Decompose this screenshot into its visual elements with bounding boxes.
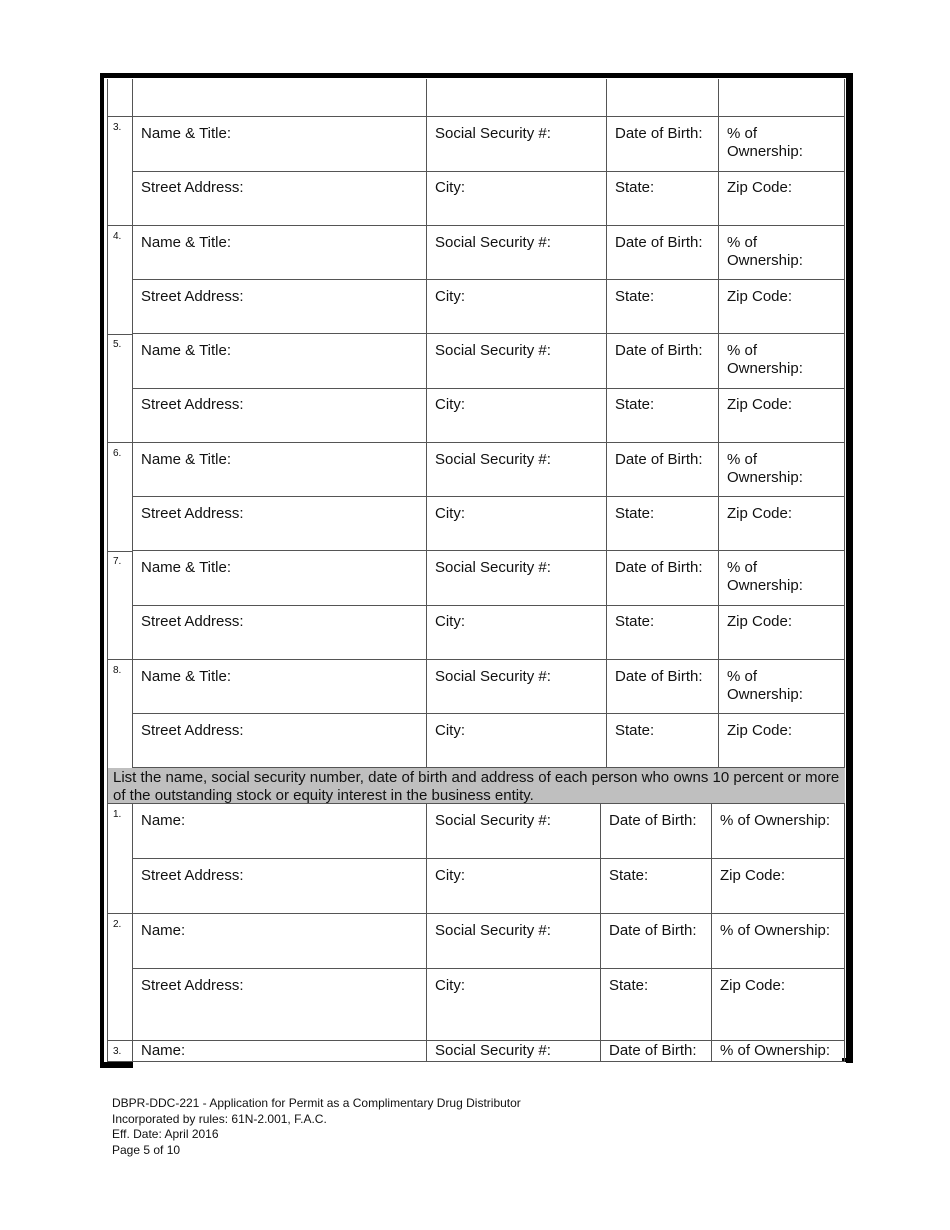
name-title-field[interactable]: Name & Title: bbox=[133, 551, 427, 606]
zip-field[interactable]: Zip Code: bbox=[712, 859, 845, 914]
ownership-field[interactable]: % of Ownership: bbox=[712, 1041, 845, 1062]
pct-label-2: Ownership: bbox=[727, 360, 803, 377]
ssn-field[interactable]: Social Security #: bbox=[427, 1041, 601, 1062]
city-field[interactable]: City: bbox=[427, 280, 607, 335]
row-number: 4. bbox=[107, 226, 133, 335]
empty-cell[interactable] bbox=[427, 79, 607, 117]
street-address-field[interactable]: Street Address: bbox=[133, 605, 427, 660]
dob-field[interactable]: Date of Birth: bbox=[607, 443, 719, 498]
city-field[interactable]: City: bbox=[427, 171, 607, 226]
footer-page-number: Page 5 of 10 bbox=[112, 1142, 181, 1157]
page-footer bbox=[112, 1096, 521, 1158]
ssn-field[interactable]: Social Security #: bbox=[427, 914, 601, 969]
state-field[interactable]: State: bbox=[607, 605, 719, 660]
name-title-field[interactable]: Name & Title: bbox=[133, 443, 427, 498]
name-title-field[interactable]: Name & Title: bbox=[133, 334, 427, 389]
name-title-field[interactable]: Name & Title: bbox=[133, 226, 427, 281]
city-field[interactable]: City: bbox=[427, 859, 601, 914]
row-number: 3. bbox=[107, 117, 133, 226]
pct-label-1: % of bbox=[727, 559, 758, 576]
ownership-field[interactable] bbox=[719, 551, 845, 606]
footer-eff-date: Eff. Date: April 2016 bbox=[112, 1127, 219, 1141]
ownership-field[interactable] bbox=[719, 660, 845, 715]
dob-field[interactable]: Date of Birth: bbox=[601, 804, 712, 859]
pct-label-2: Ownership: bbox=[727, 468, 803, 486]
city-field[interactable]: City: bbox=[427, 714, 607, 769]
dob-field[interactable]: Date of Birth: bbox=[607, 660, 719, 715]
zip-field[interactable]: Zip Code: bbox=[719, 280, 845, 335]
city-field[interactable]: City: bbox=[427, 388, 607, 443]
ssn-field[interactable]: Social Security #: bbox=[427, 226, 607, 281]
pct-label-2: Ownership: bbox=[727, 251, 803, 269]
state-field[interactable]: State: bbox=[601, 969, 712, 1041]
name-field[interactable]: Name: bbox=[133, 804, 427, 859]
ownership-field[interactable] bbox=[719, 443, 845, 498]
row-number: 3. bbox=[107, 1041, 133, 1062]
state-field[interactable]: State: bbox=[601, 859, 712, 914]
zip-field[interactable]: Zip Code: bbox=[719, 497, 845, 552]
dob-field[interactable]: Date of Birth: bbox=[607, 551, 719, 606]
ownership-field[interactable]: % of Ownership: bbox=[712, 804, 845, 859]
city-field[interactable]: City: bbox=[427, 969, 601, 1041]
row-number: 6. bbox=[107, 443, 133, 552]
ownership-field[interactable] bbox=[719, 334, 845, 389]
name-title-field[interactable]: Name & Title: bbox=[133, 117, 427, 172]
empty-cell[interactable] bbox=[719, 79, 845, 117]
dob-field[interactable]: Date of Birth: bbox=[607, 117, 719, 172]
pct-label-2: Ownership: bbox=[727, 143, 803, 160]
state-field[interactable]: State: bbox=[607, 497, 719, 552]
street-address-field[interactable]: Street Address: bbox=[133, 388, 427, 443]
row-number: 1. bbox=[107, 804, 133, 914]
pct-label-1: % of bbox=[727, 125, 758, 142]
street-address-field[interactable]: Street Address: bbox=[133, 497, 427, 552]
street-address-field[interactable]: Street Address: bbox=[133, 714, 427, 769]
dob-field[interactable]: Date of Birth: bbox=[601, 1041, 712, 1062]
ssn-field[interactable]: Social Security #: bbox=[427, 334, 607, 389]
pct-label-1: % of bbox=[727, 342, 758, 359]
street-address-field[interactable]: Street Address: bbox=[133, 280, 427, 335]
state-field[interactable]: State: bbox=[607, 388, 719, 443]
footer-form-title: DBPR-DDC-221 - Application for Permit as a Complimentary Drug Distributor bbox=[112, 1096, 521, 1110]
zip-field[interactable]: Zip Code: bbox=[719, 171, 845, 226]
footer-rules: Incorporated by rules: 61N-2.001, F.A.C. bbox=[112, 1111, 327, 1126]
dob-field[interactable]: Date of Birth: bbox=[601, 914, 712, 969]
state-field[interactable]: State: bbox=[607, 714, 719, 769]
name-field[interactable]: Name: bbox=[133, 1041, 427, 1062]
street-address-field[interactable]: Street Address: bbox=[133, 969, 427, 1041]
pct-label-2: Ownership: bbox=[727, 685, 803, 703]
zip-field[interactable]: Zip Code: bbox=[719, 388, 845, 443]
empty-cell[interactable] bbox=[607, 79, 719, 117]
name-title-field[interactable]: Name & Title: bbox=[133, 660, 427, 715]
ssn-field[interactable]: Social Security #: bbox=[427, 660, 607, 715]
pct-label-1: % of bbox=[727, 450, 758, 468]
form-table-border-bottom bbox=[100, 1062, 133, 1068]
ownership-field[interactable] bbox=[719, 117, 845, 172]
zip-field[interactable]: Zip Code: bbox=[712, 969, 845, 1041]
zip-field[interactable]: Zip Code: bbox=[719, 605, 845, 660]
empty-cell[interactable] bbox=[133, 79, 427, 117]
ownership-field[interactable]: % of Ownership: bbox=[712, 914, 845, 969]
pct-label-2: Ownership: bbox=[727, 577, 803, 594]
ssn-field[interactable]: Social Security #: bbox=[427, 804, 601, 859]
row-number: 5. bbox=[107, 334, 133, 443]
ssn-field[interactable]: Social Security #: bbox=[427, 117, 607, 172]
name-field[interactable]: Name: bbox=[133, 914, 427, 969]
city-field[interactable]: City: bbox=[427, 497, 607, 552]
ssn-field[interactable]: Social Security #: bbox=[427, 443, 607, 498]
street-address-field[interactable]: Street Address: bbox=[133, 171, 427, 226]
dob-field[interactable]: Date of Birth: bbox=[607, 334, 719, 389]
row-number: 7. bbox=[107, 551, 133, 660]
row-number: 2. bbox=[107, 914, 133, 1041]
ssn-field[interactable]: Social Security #: bbox=[427, 551, 607, 606]
city-field[interactable]: City: bbox=[427, 605, 607, 660]
pct-label-1: % of bbox=[727, 667, 758, 685]
street-address-field[interactable]: Street Address: bbox=[133, 859, 427, 914]
zip-field[interactable]: Zip Code: bbox=[719, 714, 845, 769]
state-field[interactable]: State: bbox=[607, 171, 719, 226]
pct-label-1: % of bbox=[727, 233, 758, 251]
empty-number-cell bbox=[107, 79, 133, 117]
row-number: 8. bbox=[107, 660, 133, 769]
state-field[interactable]: State: bbox=[607, 280, 719, 335]
ownership-field[interactable] bbox=[719, 226, 845, 281]
dob-field[interactable]: Date of Birth: bbox=[607, 226, 719, 281]
section-instruction: List the name, social security number, date of birth and address of each person who owns 10 percent or more of the outstanding stock or equity interest in the business entity. bbox=[107, 768, 845, 804]
